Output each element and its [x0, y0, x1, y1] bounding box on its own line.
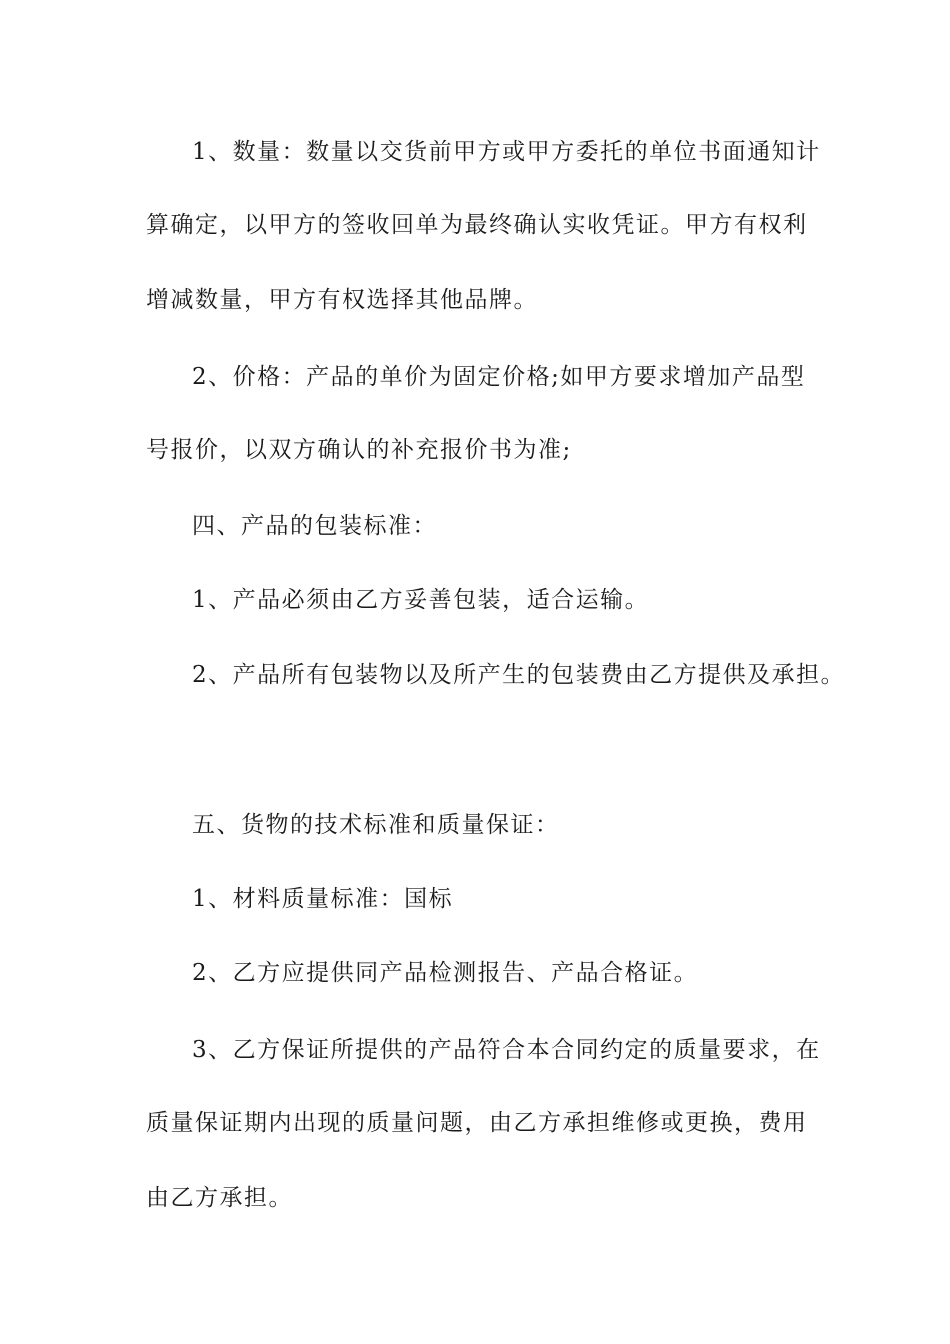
section-heading-quality: 五、货物的技术标准和质量保证： [192, 812, 560, 838]
clause-packaging-2: 2、产品所有包装物以及所产生的包装费由乙方提供及承担。 [192, 662, 846, 688]
clause-quality-3-line-3: 由乙方承担。 [146, 1185, 293, 1211]
section-heading-packaging: 四、产品的包装标准： [192, 513, 437, 539]
clause-quantity-line-1: 1、数量：数量以交货前甲方或甲方委托的单位书面通知计 [192, 139, 821, 165]
clause-quantity-line-3: 增减数量，甲方有权选择其他品牌。 [146, 287, 538, 313]
clause-quality-1: 1、材料质量标准：国标 [192, 886, 454, 912]
clause-quality-3-line-1: 3、乙方保证所提供的产品符合本合同约定的质量要求，在 [192, 1037, 821, 1063]
clause-price-line-1: 2、价格：产品的单价为固定价格;如甲方要求增加产品型 [192, 364, 806, 390]
clause-quantity-line-2: 算确定，以甲方的签收回单为最终确认实收凭证。甲方有权利 [146, 212, 808, 238]
clause-packaging-1: 1、产品必须由乙方妥善包装，适合运输。 [192, 587, 650, 613]
clause-price-line-2: 号报价，以双方确认的补充报价书为准; [146, 437, 572, 463]
clause-quality-3-line-2: 质量保证期内出现的质量问题，由乙方承担维修或更换，费用 [146, 1110, 808, 1136]
clause-quality-2: 2、乙方应提供同产品检测报告、产品合格证。 [192, 960, 699, 986]
